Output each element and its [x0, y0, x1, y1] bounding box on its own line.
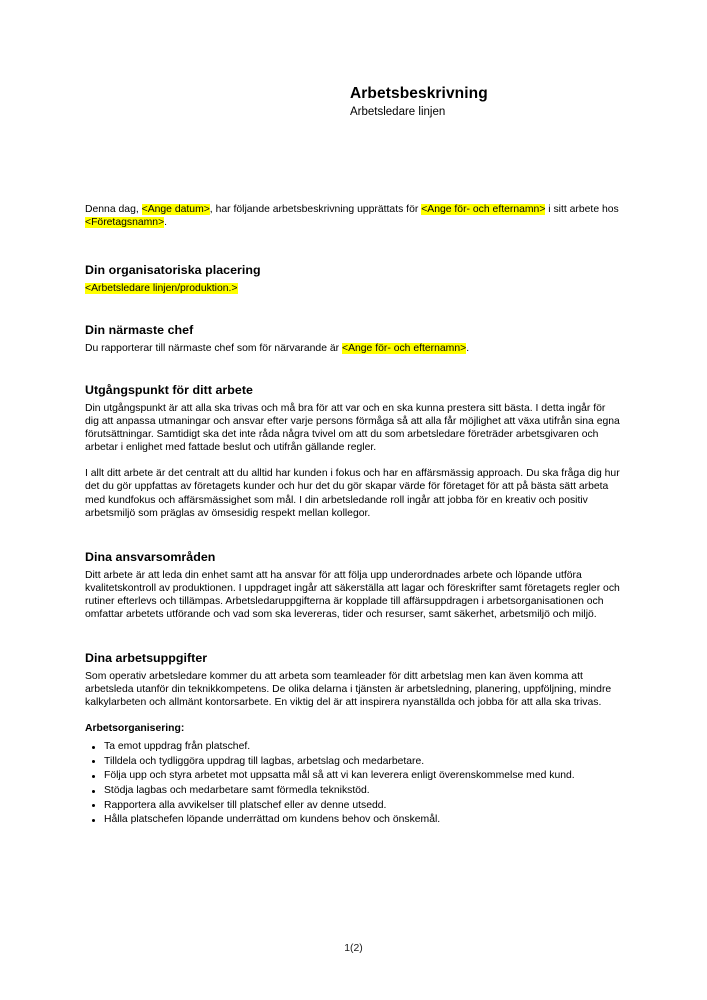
date-placeholder: <Ange datum> — [141, 204, 210, 215]
manager-name-placeholder: <Ange för- och efternamn> — [342, 343, 467, 355]
section-heading-ansvarsomraden: Dina ansvarsområden — [85, 549, 216, 564]
intro-text-end: . — [164, 217, 168, 229]
utgangspunkt-paragraph-2: I allt ditt arbete är det centralt att du alltid har kunden i fokus och har en affärsmässig approach. Du ska fråga dig hur det du gör uppfattas av företagets kunder och hur det du gör skapar värde för företaget för att på bästa sätt arbeta med kundfokus och affärsmässighet som mål. I din arbetsledande roll ingår att jobba för en kreativ och positiv arbetsmiljö som präglas av ömsesidig respekt mellan kollegor. — [85, 468, 620, 519]
employee-name-placeholder: <Ange för- och efternamn> — [421, 204, 546, 215]
arbetsuppgifter-paragraph: Som operativ arbetsledare kommer du att arbeta som teamleader för ditt arbetslag men kan även komma att arbetsleda utanför din teknikkompetens. De olika delarna i tjänsten är arbetsledning, planering, uppföljning, mindre kalkylarbeten och allmänt kontorsarbete. En viktig del är att inspirera nyanställda och jobba för att alla ska trivas. — [85, 670, 612, 709]
document-title: Arbetsbeskrivning — [350, 85, 488, 102]
page-footer — [0, 942, 707, 955]
intro-text-after-name: i sitt arbete hos — [545, 204, 619, 215]
placering-placeholder: <Arbetsledare linjen/produktion.> — [85, 283, 238, 295]
section-heading-utgangspunkt: Utgångspunkt för ditt arbete — [85, 383, 253, 398]
list-item: Stödja lagbas och medarbetare samt förmedla teknikstöd. — [85, 784, 622, 797]
list-item: Rapportera alla avvikelser till platschef eller av denne utsedd. — [85, 799, 622, 812]
intro-text-after-date: , har följande arbetsbeskrivning upprättats för — [209, 204, 422, 215]
chef-paragraph — [85, 342, 622, 355]
section-heading-placering: Din organisatoriska placering — [85, 263, 261, 278]
list-item: Tilldela och tydliggöra uppdrag till lagbas, arbetslag och medarbetare. — [85, 755, 622, 768]
spacer — [85, 520, 622, 550]
page-number: 1(2) — [344, 943, 363, 954]
company-name-placeholder: <Företagsnamn> — [85, 217, 165, 229]
spacer — [85, 621, 622, 651]
intro-paragraph — [85, 203, 622, 229]
utgangspunkt-paragraph-1: Din utgångspunkt är att alla ska trivas och må bra för att var och en ska kunna prestera sitt bästa. I detta ingår för dig att anpassa utmaningar och ansvar efter varje persons förmåga så att alla får möjlighet att växa utifrån sina egna förutsättningar. Samtidigt ska det inte råda några tvivel om att du som arbetsledare företräder arbetsgivaren och arbetar i enlighet med fattade beslut och utifrån gällande regler. — [85, 403, 620, 454]
intro-text-before-date: Denna dag, — [85, 204, 142, 215]
spacer — [85, 295, 622, 323]
spacer — [85, 355, 622, 383]
section-heading-arbetsuppgifter: Dina arbetsuppgifter — [85, 651, 208, 665]
spacer — [85, 709, 622, 722]
arbetsorganisering-list — [85, 740, 622, 826]
chef-text-before: Du rapporterar till närmaste chef som för närvarande är — [85, 343, 342, 355]
list-item: Hålla platschefen löpande underrättad om kundens behov och önskemål. — [85, 813, 622, 826]
document-subtitle: Arbetsledare linjen — [350, 106, 446, 119]
spacer — [85, 229, 622, 263]
document-header — [350, 84, 630, 120]
list-item: Ta emot uppdrag från platschef. — [85, 740, 622, 753]
section-heading-chef: Din närmaste chef — [85, 323, 194, 338]
spacer — [85, 454, 622, 467]
placering-value-paragraph — [85, 282, 622, 295]
chef-text-after: . — [466, 343, 470, 355]
document-body — [85, 203, 622, 828]
list-item: Följa upp och styra arbetet mot uppsatta mål så att vi kan leverera enligt överenskommelse med kund. — [85, 769, 622, 782]
ansvarsomraden-paragraph: Ditt arbete är att leda din enhet samt att ha ansvar för att följa upp underordnades arbete och löpande utföra kvalitetskontroll av produktionen. I uppdraget ingår att säkerställa att lagar och föreskrifter samt företagets regler och rutiner efterlevs och tillämpas. Arbetsledaruppgifterna är kopplade till affärsuppdragen i arbetsorganisationen och omfattar arbetets utförande och vad som ska levereras, tider och resurser, samt säkerhet, arbetsmiljö och miljö. — [85, 569, 620, 620]
subheading-arbetsorganisering: Arbetsorganisering: — [85, 723, 185, 735]
